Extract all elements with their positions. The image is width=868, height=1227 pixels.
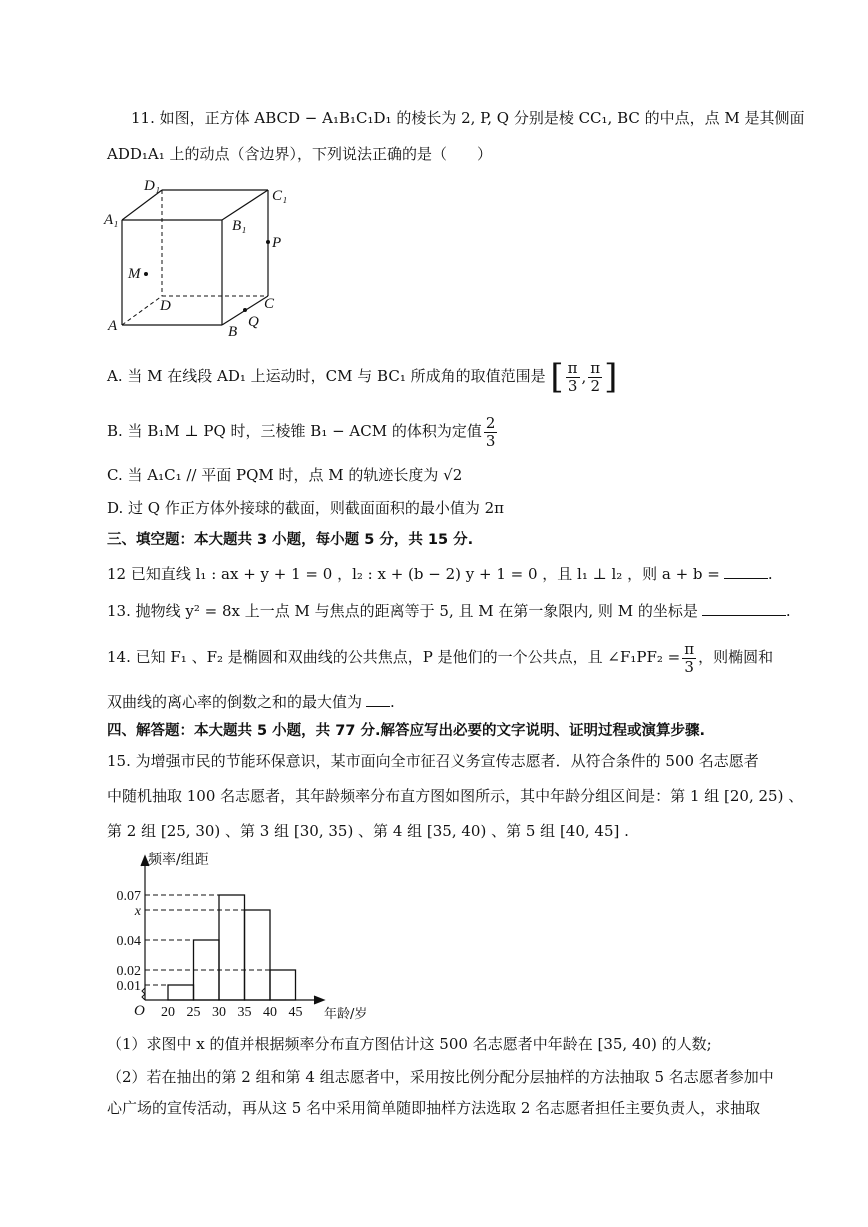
q14-line1: 14. 已知 F₁ 、F₂ 是椭圆和双曲线的公共焦点，P 是他们的一个公共点，且 ∠F₁PF₂ = $\frac{\pi}{3}$ ，则椭圆和 bbox=[107, 639, 774, 676]
q11-line2: ADD₁A₁ 上的动点（含边界），下列说法正确的是（ ） bbox=[107, 145, 493, 163]
label-D: D bbox=[160, 298, 171, 314]
hist-xtick-label: 35 bbox=[237, 1005, 252, 1020]
label-B1: B₁ bbox=[232, 218, 247, 234]
hist-ytick-label: x bbox=[134, 904, 141, 919]
cube-figure bbox=[100, 172, 300, 342]
label-Q: Q bbox=[248, 314, 259, 330]
hist-bar bbox=[270, 970, 296, 1000]
hist-xtick-label: 25 bbox=[186, 1005, 201, 1020]
q12: 12 已知直线 l₁ : ax + y + 1 = 0 ，l₂ : x + (b − 2) y + 1 = 0 ，且 l₁ ⊥ l₂ ，则 a + b = . bbox=[107, 562, 773, 585]
label-C: C bbox=[264, 296, 275, 312]
section-3-heading: 三、填空题：本大题共 3 小题，每小题 5 分，共 15 分. bbox=[107, 532, 474, 548]
q15-part2-line2: 心广场的宣传活动，再从这 5 名中采用简单随即抽样方法选取 2 名志愿者担任主要负责人，求抽取 bbox=[107, 1099, 761, 1117]
label-P: P bbox=[272, 235, 282, 251]
label-M: M bbox=[128, 266, 141, 282]
q11-option-c: C. 当 A₁C₁ // 平面 PQM 时，点 M 的轨迹长度为 √2 bbox=[107, 466, 463, 484]
label-D1: D₁ bbox=[144, 178, 161, 194]
q15-part2-line1: （2）若在抽出的第 2 组和第 4 组志愿者中，采用按比例分配分层抽样的方法抽取 5 名志愿者参加中 bbox=[107, 1068, 774, 1086]
q15-line3: 第 2 组 [25, 30) 、第 3 组 [30, 35) 、第 4 组 [35, 40) 、第 5 组 [40, 45] . bbox=[107, 822, 629, 840]
hist-origin: O bbox=[134, 1003, 145, 1019]
label-A1: A₁ bbox=[104, 212, 119, 228]
hist-ytick-label: 0.02 bbox=[116, 964, 141, 979]
q14-line2: 双曲线的离心率的倒数之和的最大值为 . bbox=[107, 690, 395, 713]
hist-xtick-label: 20 bbox=[161, 1005, 175, 1020]
q15-line2: 中随机抽取 100 名志愿者，其年龄频率分布直方图如图所示，其中年龄分组区间是：第 1 组 [20, 25) 、 bbox=[107, 787, 804, 805]
q11-option-b: B. 当 B₁M ⊥ PQ 时，三棱锥 B₁ − ACM 的体积为定值 $\frac{2}{3}$ bbox=[107, 413, 496, 450]
hist-bar bbox=[168, 985, 194, 1000]
hist-xtick-label: 30 bbox=[212, 1005, 226, 1020]
q11-option-d: D. 过 Q 作正方体外接球的截面，则截面面积的最小值为 2π bbox=[107, 499, 505, 517]
label-B: B bbox=[228, 324, 238, 340]
section-4-heading: 四、解答题：本大题共 5 小题，共 77 分.解答应写出必要的文字说明、证明过程或演算步骤. bbox=[107, 723, 705, 739]
hist-bar bbox=[219, 895, 245, 1000]
q11-line1: 11. 如图，正方体 ABCD − A₁B₁C₁D₁ 的棱长为 2, P, Q 分别是棱 CC₁, BC 的中点，点 M 是其侧面 bbox=[131, 109, 805, 127]
q13: 13. 抛物线 y² = 8x 上一点 M 与焦点的距离等于 5, 且 M 在第一象限内, 则 M 的坐标是 . bbox=[107, 599, 791, 622]
frequency-histogram bbox=[100, 848, 368, 1028]
hist-ylabel: 频率/组距 bbox=[148, 852, 209, 868]
label-A: A bbox=[108, 318, 118, 334]
hist-ytick-label: 0.01 bbox=[116, 979, 141, 994]
label-C1: C₁ bbox=[272, 188, 288, 204]
q15-line1: 15. 为增强市民的节能环保意识，某市面向全市征召义务宣传志愿者．从符合条件的 500 名志愿者 bbox=[107, 752, 759, 770]
hist-ytick-label: 0.04 bbox=[116, 934, 141, 949]
q11-option-a: A. 当 M 在线段 AD₁ 上运动时，CM 与 BC₁ 所成角的取值范围是 [ $\frac{\pi}{3}$ , $\frac{\pi}{2}$ ] bbox=[107, 357, 618, 397]
hist-ytick-label: 0.07 bbox=[116, 889, 141, 904]
q15-part1: （1）求图中 x 的值并根据频率分布直方图估计这 500 名志愿者中年龄在 [35, 40) 的人数; bbox=[107, 1035, 712, 1053]
hist-xtick-label: 45 bbox=[288, 1005, 303, 1020]
hist-xtick-label: 40 bbox=[263, 1005, 277, 1020]
hist-xlabel: 年龄/岁 bbox=[324, 1007, 368, 1022]
hist-bar bbox=[245, 910, 271, 1000]
